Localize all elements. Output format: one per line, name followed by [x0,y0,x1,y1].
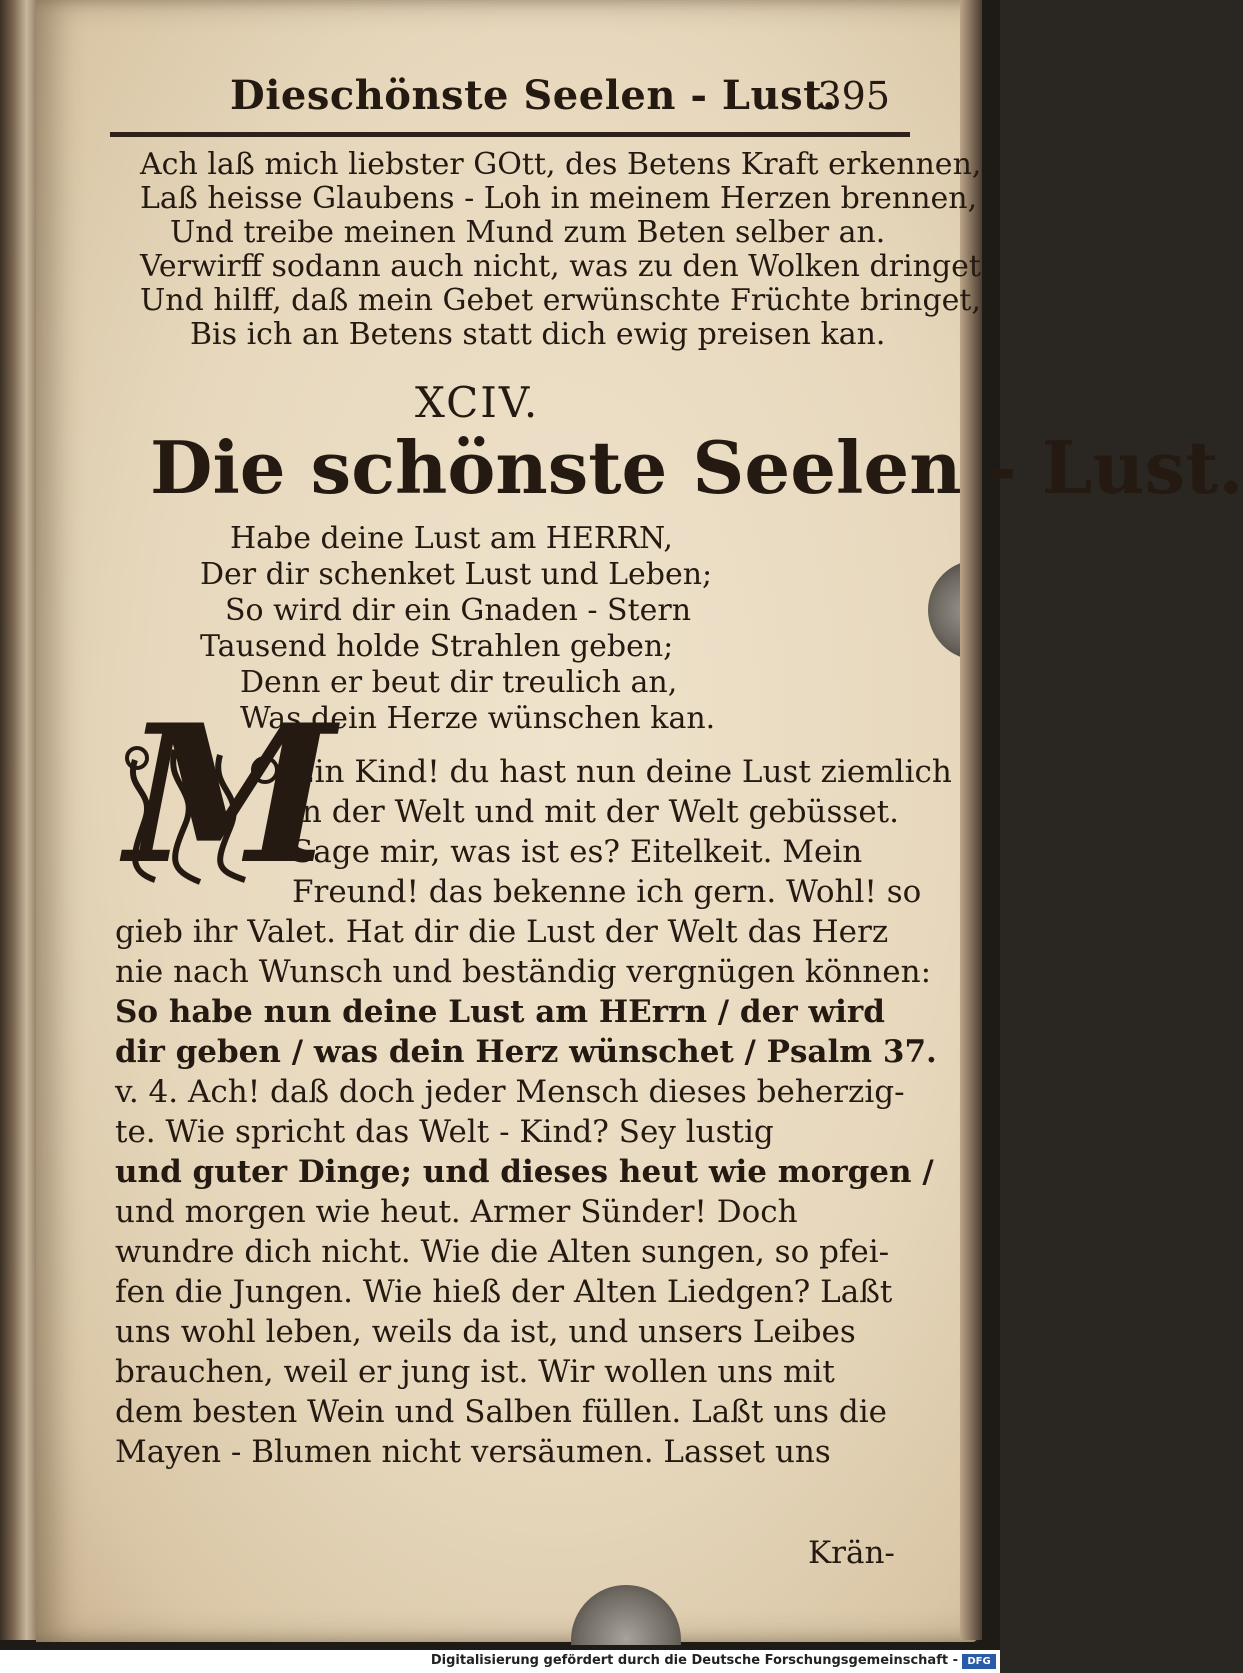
prose-line: in der Welt und mit der Welt gebüsset. [292,794,899,830]
prose-line: uns wohl leben, weils da ist, und unsers Leibes [115,1314,856,1350]
prose-line: So habe nun deine Lust am HErrn / der wird [115,994,885,1030]
running-header [110,72,920,128]
page-clamp-bottom [571,1585,681,1645]
page-stack-edge [960,0,982,1640]
prose-line: v. 4. Ach! daß doch jeder Mensch dieses beherzig- [115,1074,905,1110]
prose-line: fen die Jungen. Wie hieß der Alten Liedgen? Laßt [115,1274,893,1310]
verse-line: Laß heisse Glaubens - Loh in meinem Herzen brennen, [140,181,978,216]
initial-letter: M [125,683,336,906]
digitization-footer [0,1650,1000,1673]
facing-page-edge [0,0,38,1640]
catchword: Krän- [808,1535,895,1571]
prose-line: brauchen, weil er jung ist. Wir wollen uns mit [115,1354,835,1390]
motto-line: Der dir schenket Lust und Leben; [200,557,713,592]
prose-line: Sage mir, was ist es? Eitelkeit. Mein [292,834,863,870]
motto-line: Habe deine Lust am HERRN, [230,521,673,556]
verse-line: Bis ich an Betens statt dich ewig preisen kan. [190,317,886,352]
chapter-title: Die schönste Seelen - Lust. [150,425,1243,510]
prose-line: und morgen wie heut. Armer Sünder! Doch [115,1194,798,1230]
prose-line: Freund! das bekenne ich gern. Wohl! so [292,874,922,910]
prose-line: te. Wie spricht das Welt - Kind? Sey lustig [115,1114,774,1150]
page-number: 395 [817,74,890,118]
prose-line: und guter Dinge; und dieses heut wie morgen / [115,1154,934,1190]
motto-line: Tausend holde Strahlen geben; [200,629,674,664]
motto-line: So wird dir ein Gnaden - Stern [225,593,692,628]
motto-line: Denn er beut dir treulich an, [240,665,678,700]
verse-line: Und hilff, daß mein Gebet erwünschte Früchte bringet, [140,283,981,318]
chapter-numeral: XCIV. [415,378,540,427]
verse-line: Verwirff sodann auch nicht, was zu den Wolken dringet, [140,249,991,284]
prose-line: dem besten Wein und Salben füllen. Laßt uns die [115,1394,888,1430]
verse-line: Ach laß mich liebster GOtt, des Betens Kraft erkennen, [140,147,982,182]
prose-line: Mayen - Blumen nicht versäumen. Lasset uns [115,1434,831,1470]
motto-line: Was dein Herze wünschen kan. [240,701,716,736]
prose-line: nie nach Wunsch und beständig vergnügen können: [115,954,932,990]
running-title: Dieschönste Seelen - Lust. [230,72,837,119]
prose-line: wundre dich nicht. Wie die Alten sungen, so pfei- [115,1234,890,1270]
verse-line: Und treibe meinen Mund zum Beten selber an. [170,215,886,250]
prose-line: Ein Kind! du hast nun deine Lust ziemlich [292,754,952,790]
funding-credit: Digitalisierung gefördert durch die Deutsche Forschungsgemeinschaft - [430,1653,958,1668]
prose-line: dir geben / was dein Herz wünschet / Psalm 37. [115,1034,937,1070]
dfg-logo-icon: DFG [962,1654,996,1669]
decorated-initial [115,683,336,906]
prose-line: gieb ihr Valet. Hat dir die Lust der Welt das Herz [115,914,889,950]
header-rule [110,132,910,137]
